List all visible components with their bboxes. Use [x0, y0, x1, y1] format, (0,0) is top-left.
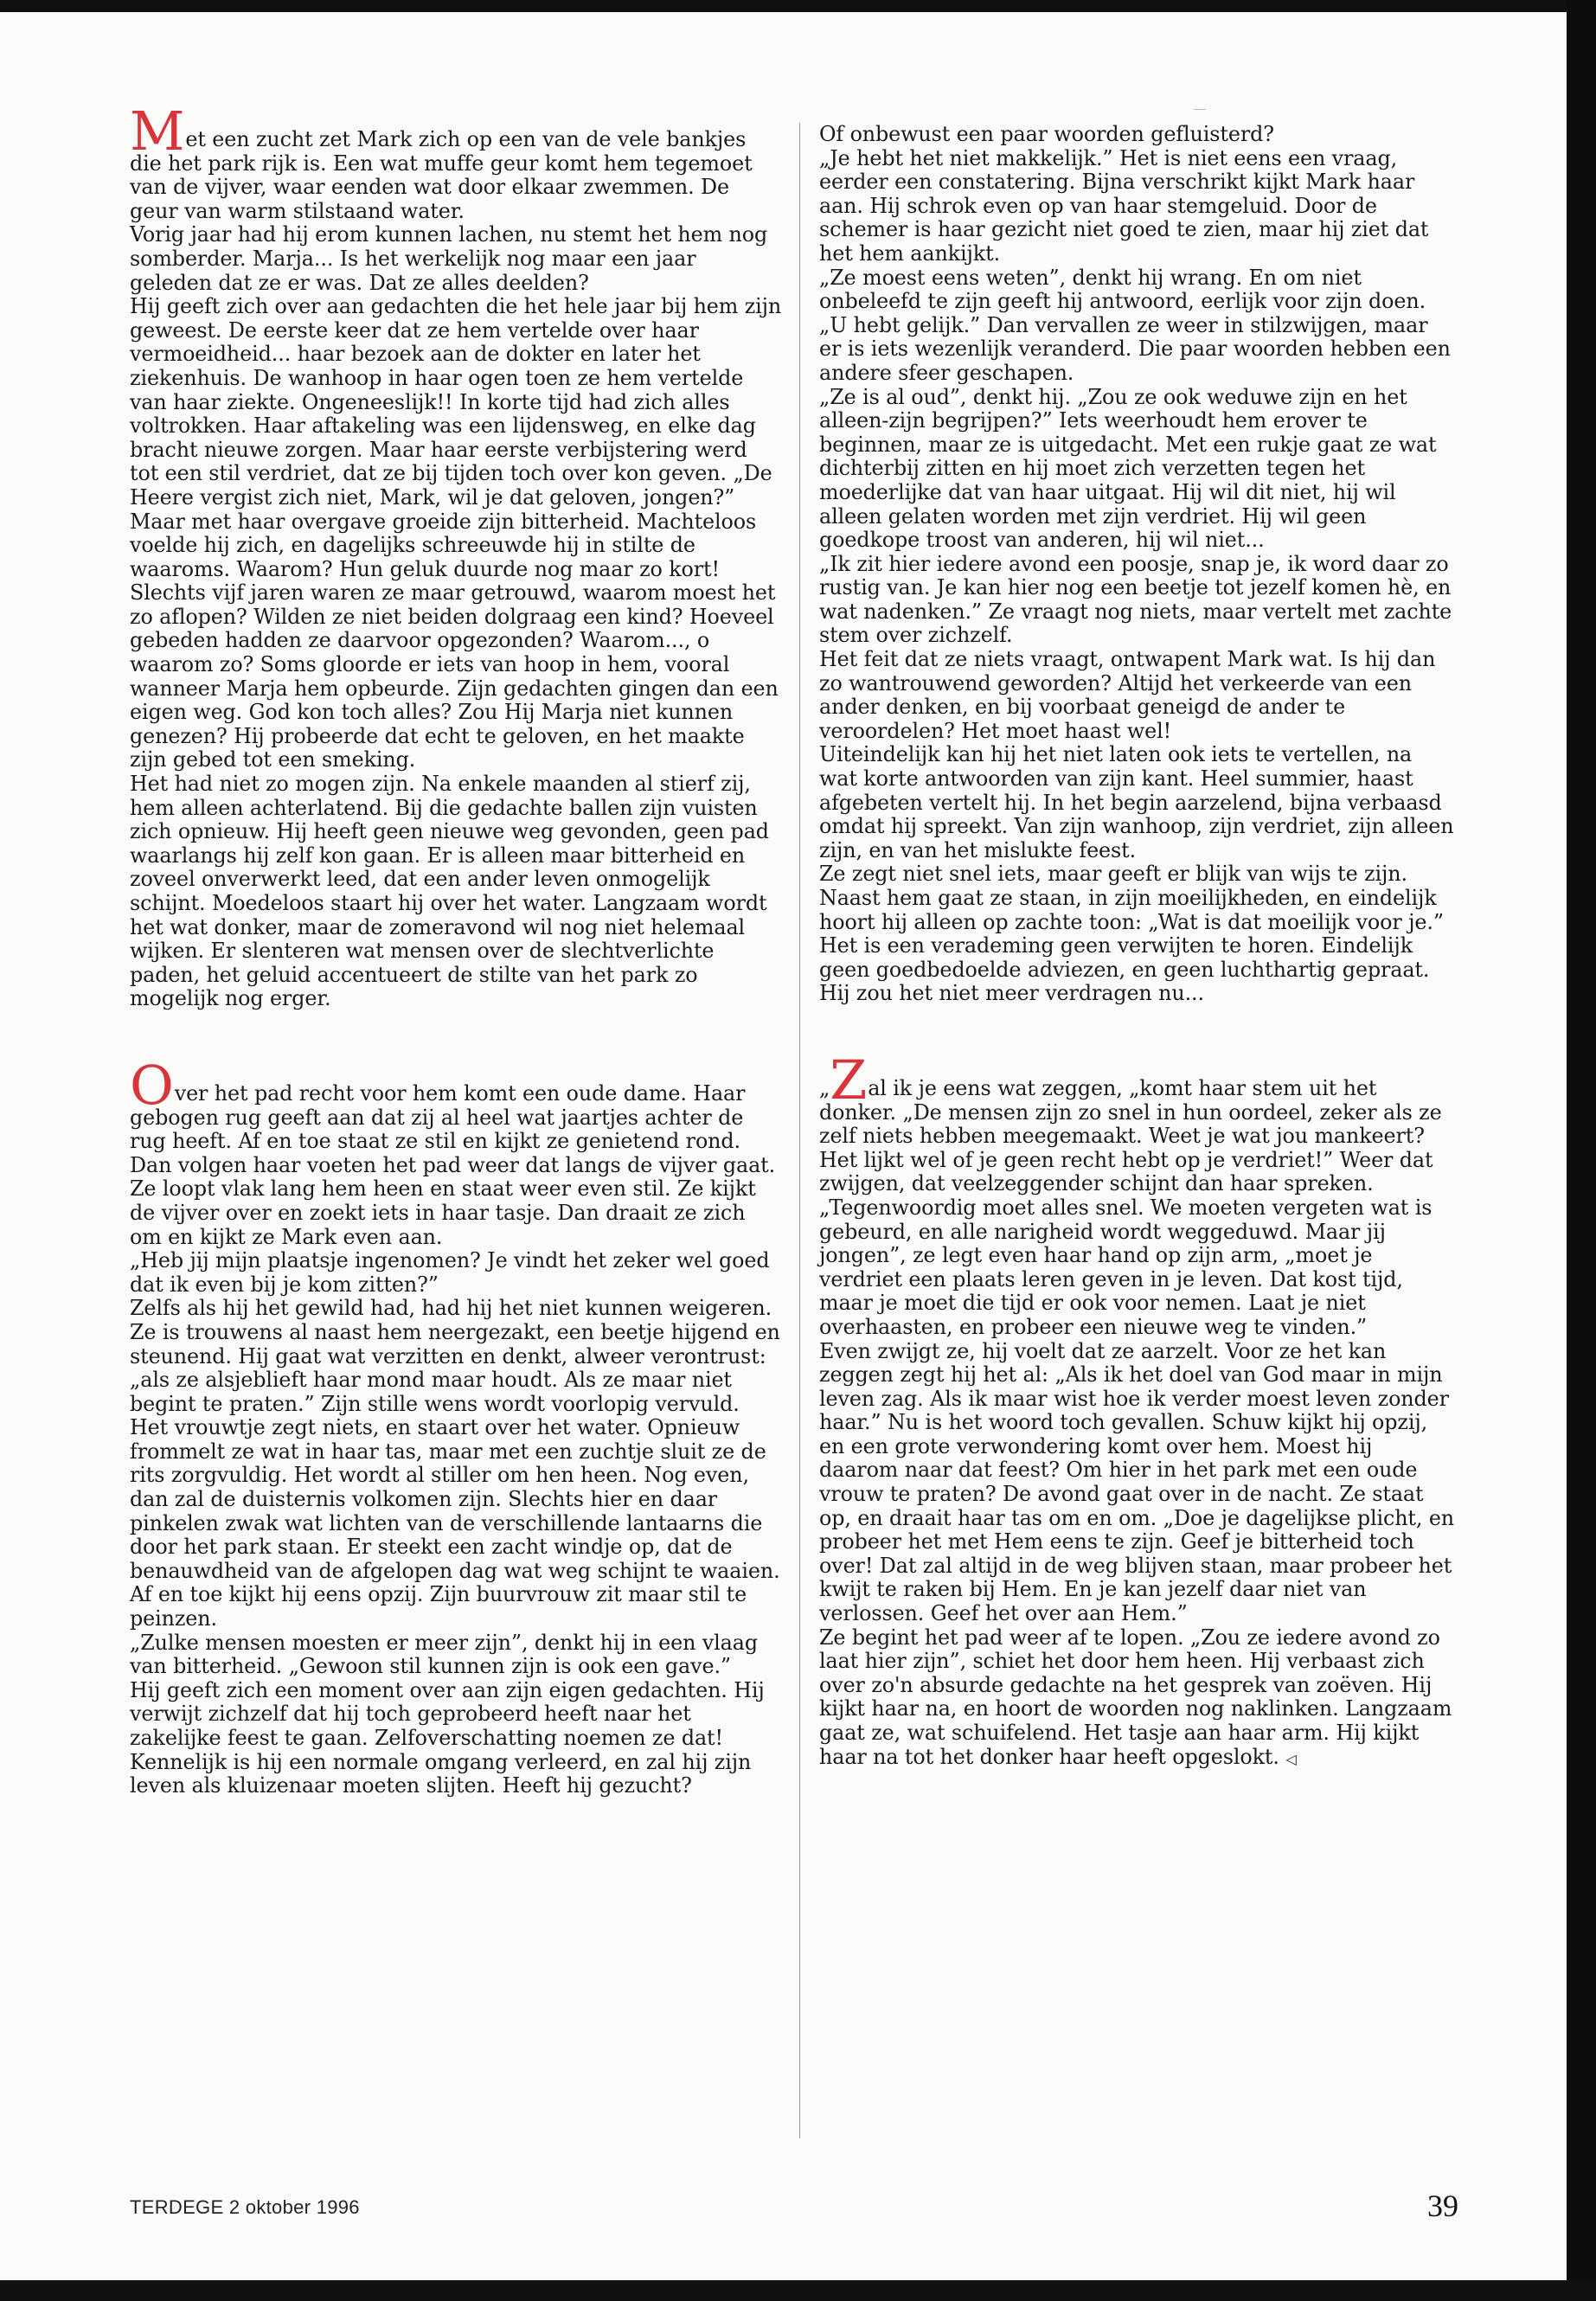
section-opening-text: al ik je eens wat zeggen, „komt haar stem uit het donker. „De mensen zijn zo snel in hun oordeel, zeker als ze zelf niets hebben meegemaakt. Weet je wat jou mankeert? Het lijkt wel of je geen recht hebt op je verdriet!” Weer dat zwijgen, dat veelzeggender schijnt dan haar spreken. „Tegenwoordig moet alles snel. We moeten vergeten wat is gebeurd, en alle narigheid wordt weggeduwd. Maar jij jongen”, ze legt even haar hand op zijn arm, „moet je verdriet een plaats leren geven in je leven. Dat kost tijd, maar je moet die tijd er ook voor nemen. Laat je niet overhaasten, en probeer een nieuwe weg te vinden.”: [819, 1075, 1442, 1339]
publication-footer: TERDEGE 2 oktober 1996: [130, 2196, 360, 2218]
section-opening-paragraph: [819, 1048, 1455, 1340]
section-opening-paragraph: [130, 1053, 782, 1249]
paragraph: Vorig jaar had hij erom kunnen lachen, nu stemt het hem nog somberder. Marja... Is het werkelijk nog maar een jaar geleden dat ze er was. Dat ze alles deelden?: [130, 222, 768, 295]
paragraph: „Ze is al oud”, denkt hij. „Zou ze ook weduwe zijn en het alleen-zijn begrijpen?” Iets weerhoudt hem erover te beginnen, maar ze is uitgedacht. Met een rukje gaat ze wat dichterbij zitten en hij moet zich verzetten tegen het moederlijke dat van haar uitgaat. Hij wil dit niet, hij wil alleen gelaten worden met zijn verdriet. Hij wil geen goedkope troost van anderen, hij wil niet...: [819, 384, 1437, 553]
drop-cap-o: O: [130, 1053, 174, 1117]
paragraph: Het had niet zo mogen zijn. Na enkele maanden al stierf zij, hem alleen achterlatend. Bij die gedachte ballen zijn vuisten zich opnieuw. Hij heeft geen nieuwe weg gevonden, geen pad waarlangs hij zelf kon gaan. Er is alleen maar bitterheid en zoveel onverwerkt leed, dat een ander leven onmogelijk schijnt. Moedeloos staart hij over het water. Langzaam wordt het wat donker, maar de zomeravond wil nog niet helemaal wijken. Er slenteren wat mensen over de slechtverlichte paden, het geluid accentueert de stilte van het park zo mogelijk nog erger.: [130, 772, 769, 1011]
paragraph: Even zwijgt ze, hij voelt dat ze aarzelt. Voor ze het kan zeggen zegt hij het al: „Als ik het doel van God maar in mijn leven zag. Als ik maar wist hoe ik verder moest leven zonder haar.” Nu is het woord toch gevallen. Schuw kijkt hij opzij, en een grote verwondering komt over hem. Moest hij daarom naar dat feest? Om hier in het park met een oude vrouw te praten? De avond gaat over in de nacht. Ze staat op, en draait haar tas om en om. „Doe je dagelijkse plicht, en probeer het met Hem eens te zijn. Geef je bitterheid toch over! Dat zal altijd in de weg blijven staan, maar probeer het kwijt te raken bij Hem. En je kan jezelf daar niet van verlossen. Geef het over aan Hem.”: [819, 1338, 1455, 1626]
paragraph: „Je hebt het niet makkelijk.” Het is niet eens een vraag, eerder een constatering. Bijna verschrikt kijkt Mark haar aan. Hij schrok even op van haar stemgeluid. Door de schemer is haar gezicht niet goed te zien, maar hij ziet dat het hem aankijkt.: [819, 145, 1429, 266]
scan-border-bottom: [0, 2280, 1596, 2301]
paragraph: „Zulke mensen moesten er meer zijn”, denkt hij in een vlaag van bitterheid. „Gewoon stil kunnen zijn is ook een gave.”: [130, 1630, 758, 1679]
magazine-page: [0, 12, 1567, 2280]
section-break: [819, 1006, 1455, 1063]
paragraph: Ze zegt niet snel iets, maar geeft er blijk van wijs te zijn. Naast hem gaat ze staan, in zijn moeilijkheden, en eindelijk hoort hij alleen op zachte toon: „Wat is dat moeilijk voor je.” Het is een verademing geen verwijten te horen. Eindelijk geen goedbedoelde adviezen, en geen luchthartig gepraat. Hij zou het niet meer verdragen nu...: [819, 862, 1444, 1006]
paragraph: Hij geeft zich over aan gedachten die het hele jaar bij hem zijn geweest. De eerste keer dat ze hem vertelde over haar vermoeidheid... haar bezoek aan de dokter en later het ziekenhuis. De wanhoop in haar ogen toen ze hem vertelde van haar ziekte. Ongeneeslijk!! In korte tijd had zich alles voltrokken. Haar aftakeling was een lijdensweg, en elke dag bracht nieuwe zorgen. Maar haar eerste verbijstering werd tot een stil verdriet, dat ze bij tijden toch over kon geven. „De Heere vergist zich niet, Mark, wil je dat geloven, jongen?” Maar met haar overgave groeide zijn bitterheid. Machteloos voelde hij zich, en dagelijks schreeuwde hij in stilte de waaroms. Waarom? Hun geluk duurde nog maar zo kort! Slechts vijf jaren waren ze maar getrouwd, waarom moest het zo aflopen? Wilden ze niet beiden dolgraag een kind? Hoeveel gebeden hadden ze daarvoor opgezonden? Waarom..., o waarom zo? Soms gloorde er iets van hoop in hem, vooral wanneer Marja hem opbeurde. Zijn gedachten gingen dan een eigen weg. God kon toch alles? Zou Hij Marja niet kunnen genezen? Hij probeerde dat echt te geloven, en het maakte zijn gebed tot een smeking.: [130, 294, 782, 772]
end-mark-icon: ◁: [1285, 1750, 1297, 1767]
section-break: [130, 1011, 782, 1068]
drop-cap-z: Z: [830, 1048, 868, 1112]
opening-quote: „: [819, 1075, 830, 1100]
paragraph: „Ik zit hier iedere avond een poosje, snap je, ik word daar zo rustig van. Je kan hier nog een beetje tot jezelf komen hè, en wat nadenken.” Ze vraagt nog niets, maar vertelt met zachte stem over zichzelf.: [819, 551, 1452, 648]
paragraph: Hij geeft zich een moment over aan zijn eigen gedachten. Hij verwijt zichzelf dat hij toch geprobeerd heeft naar het zakelijke feest te gaan. Zelfoverschatting noemen ze dat! Kennelijk is hij een normale omgang verleerd, en zal hij zijn leven als kluizenaar moeten slijten. Heeft hij gezucht?: [130, 1677, 765, 1798]
scan-border-top: [0, 0, 1596, 12]
paragraph: Uiteindelijk kan hij het niet laten ook iets te vertellen, na wat korte antwoorden van zijn kant. Heel summier, haast afgebeten vertelt hij. In het begin aarzelend, bijna verbaasd omdat hij spreekt. Van zijn wanhoop, zijn verdriet, zijn alleen zijn, en van het mislukte feest.: [819, 742, 1454, 862]
closing-paragraph: [819, 1626, 1455, 1772]
opening-text: et een zucht zet Mark zich op een van de vele bankjes die het park rijk is. Een wat muffe geur komt hem tegemoet van de vijver, waar eenden wat door elkaar zwemmen. De geur van warm stilstaand water.: [130, 127, 753, 223]
closing-text: Ze begint het pad weer af te lopen. „Zou ze iedere avond zo laat hier zijn”, schiet het door hem heen. Hij verbaast zich over zo'n absurde gedachte na het gesprek van zoëven. Hij kijkt haar na, en hoort de woorden nog naklinken. Langzaam gaat ze, wat schuifelend. Het tasje aan haar arm. Hij kijkt haar na tot het donker haar heeft opgeslokt.: [819, 1625, 1452, 1769]
print-mark: [1194, 109, 1206, 110]
page-number: 39: [1427, 2189, 1458, 2223]
column-divider: [799, 123, 800, 2138]
paragraph: Het feit dat ze niets vraagt, ontwapent Mark wat. Is hij dan zo wantrouwend geworden? Altijd het verkeerde van een ander denken, en bij voorbaat geneigd de ander te veroordelen? Het moet haast wel!: [819, 647, 1436, 743]
paragraph: „Heb jij mijn plaatsje ingenomen? Je vindt het zeker wel goed dat ik even bij je kom zitten?”: [130, 1248, 770, 1297]
section-opening-text: ver het pad recht voor hem komt een oude dame. Haar gebogen rug geeft aan dat zij al heel wat jaartjes achter de rug heeft. Af en toe staat ze stil en kijkt ze genietend rond. Dan volgen haar voeten het pad weer dat langs de vijver gaat. Ze loopt vlak lang hem heen en staat weer even stil. Ze kijkt de vijver over en zoekt iets in haar tasje. Dan draait ze zich om en kijkt ze Mark even aan.: [130, 1080, 776, 1249]
scan-border-right: [1567, 0, 1596, 2301]
opening-paragraph: [130, 99, 782, 223]
paragraph: „Ze moest eens weten”, denkt hij wrang. En om niet onbeleefd te zijn geeft hij antwoord, eerlijk voor zijn doen. „U hebt gelijk.” Dan vervallen ze weer in stilzwijgen, maar er is iets wezenlijk veranderd. Die paar woorden hebben een andere sfeer geschapen.: [819, 265, 1451, 385]
right-column: [819, 123, 1455, 1771]
paragraph: Of onbewust een paar woorden gefluisterd?: [819, 122, 1274, 146]
left-column: [130, 99, 782, 1798]
paragraph: Zelfs als hij het gewild had, had hij het niet kunnen weigeren. Ze is trouwens al naast hem neergezakt, een beetje hijgend en steunend. Hij gaat wat verzitten en denkt, alweer verontrust: „als ze alsjeblieft haar mond maar houdt. Als ze maar niet begint te praten.” Zijn stille wens wordt voorlopig vervuld. Het vrouwtje zegt niets, en staart over het water. Opnieuw frommelt ze wat in haar tas, maar met een zuchtje sluit ze de rits zorgvuldig. Het wordt al stiller om hen heen. Nog even, dan zal de duisternis volkomen zijn. Slechts hier en daar pinkelen zwak wat lichten van de verschillende lantaarns die door het park staan. Er steekt een zacht windje op, dat de benauwdheid van de afgelopen dag wat weg schijnt te waaien. Af en toe kijkt hij eens opzij. Zijn buurvrouw zit maar stil te peinzen.: [130, 1296, 780, 1631]
drop-cap-m: M: [130, 99, 185, 163]
